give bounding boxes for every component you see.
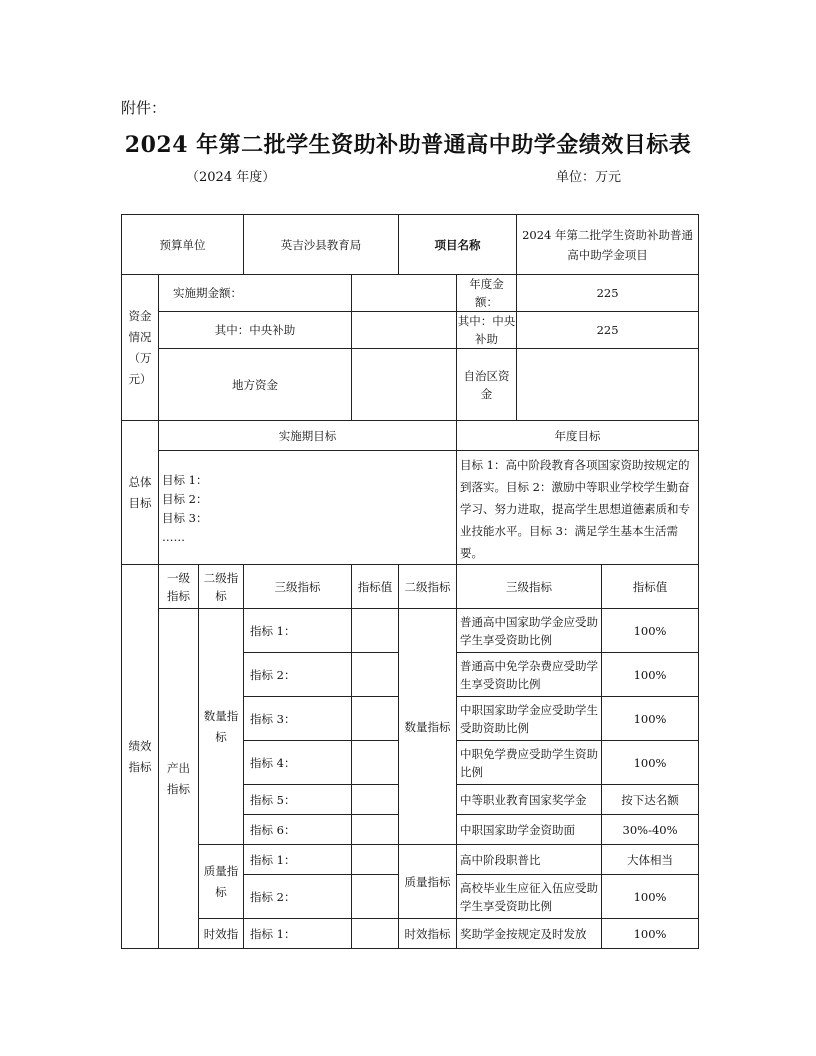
performance-target-table <box>121 214 699 949</box>
central-subsidy-label-left: 其中：中央补助 <box>159 312 352 349</box>
right-indicator-name: 中职国家助学金应受助学生受助资助比例 <box>457 697 602 741</box>
local-funds-label: 地方资金 <box>159 349 352 421</box>
left-indicator-value <box>352 653 399 697</box>
year-label: （2024 年度） <box>186 170 276 185</box>
right-indicator-name: 普通高中国家助学金应受助学生享受资助比例 <box>457 609 602 653</box>
level3-header: 三级指标 <box>244 565 352 609</box>
impl-goals-list <box>159 451 457 565</box>
impl-amount-value <box>352 275 457 312</box>
region-funds-label: 自治区资金 <box>457 349 517 421</box>
right-indicator-name: 中职免学费应受助学生资助比例 <box>457 741 602 785</box>
timeliness-indicator-label-right: 时效指标 <box>399 919 457 949</box>
level1-header: 一级指标 <box>159 565 199 609</box>
right-indicator-value: 100% <box>602 653 699 697</box>
right-indicator-name: 高中阶段职普比 <box>457 845 602 875</box>
budget-unit-value: 英吉沙县教育局 <box>244 215 399 275</box>
right-indicator-value: 100% <box>602 697 699 741</box>
level2-header: 二级指标 <box>199 565 244 609</box>
project-name-value: 2024 年第二批学生资助补助普通高中助学金项目 <box>517 215 699 275</box>
attachment-label: 附件： <box>121 99 167 117</box>
right-indicator-value: 100% <box>602 875 699 919</box>
year-goals-header: 年度目标 <box>457 421 699 451</box>
left-indicator-value <box>352 609 399 653</box>
left-indicator-value <box>352 815 399 845</box>
indicators-section-label: 绩效指标 <box>122 565 159 949</box>
right-indicator-name: 普通高中免学杂费应受助学生享受资助比例 <box>457 653 602 697</box>
right-indicator-value: 100% <box>602 919 699 949</box>
left-indicator-row: 指标 1： <box>244 845 352 875</box>
impl-amount-label: 实施期金额： <box>159 275 352 312</box>
left-indicator-row: 指标 1： <box>244 609 352 653</box>
right-indicator-value: 100% <box>602 741 699 785</box>
central-subsidy-value-left <box>352 312 457 349</box>
right-indicator-value: 30%-40% <box>602 815 699 845</box>
left-indicator-row: 指标 1： <box>244 919 352 949</box>
value-header: 指标值 <box>352 565 399 609</box>
level2-header-right: 二级指标 <box>399 565 457 609</box>
quality-indicator-label: 质量指标 <box>199 845 244 919</box>
left-indicator-value <box>352 697 399 741</box>
left-indicator-row: 指标 2： <box>244 875 352 919</box>
left-indicator-value <box>352 741 399 785</box>
left-indicator-value <box>352 875 399 919</box>
goals-section-label: 总体目标 <box>122 421 159 565</box>
quality-indicator-label-right: 质量指标 <box>399 845 457 919</box>
impl-goal-3: 目标 3： <box>162 511 208 525</box>
value-header-right: 指标值 <box>602 565 699 609</box>
right-indicator-value: 大体相当 <box>602 845 699 875</box>
output-indicator-label: 产出指标 <box>159 609 199 949</box>
funds-section-label: 资金情况（万元） <box>122 275 159 421</box>
year-amount-label: 年度金额： <box>457 275 517 312</box>
quantity-indicator-label: 数量指标 <box>199 609 244 845</box>
year-amount-value: 225 <box>517 275 699 312</box>
region-funds-value <box>517 349 699 421</box>
level3-header-right: 三级指标 <box>457 565 602 609</box>
year-goals-text: 目标 1：高中阶段教育各项国家资助按规定的到落实。目标 2：激励中等职业学校学生勤奋学习、努力进取，提高学生思想道德素质和专业技能水平。目标 3：满足学生基本生活需要。 <box>457 451 699 565</box>
left-indicator-value <box>352 845 399 875</box>
right-indicator-value: 按下达名额 <box>602 785 699 815</box>
page-title: 2024 年第二批学生资助补助普通高中助学金绩效目标表 <box>124 132 692 158</box>
budget-unit-label: 预算单位 <box>122 215 244 275</box>
left-indicator-value <box>352 919 399 949</box>
central-subsidy-label-right: 其中：中央补助 <box>457 312 517 349</box>
left-indicator-row: 指标 4： <box>244 741 352 785</box>
impl-goal-2: 目标 2： <box>162 492 208 506</box>
left-indicator-row: 指标 5： <box>244 785 352 815</box>
left-indicator-value <box>352 785 399 815</box>
unit-label: 单位：万元 <box>556 170 622 185</box>
timeliness-indicator-label: 时效指 <box>199 919 244 949</box>
right-indicator-name: 奖助学金按规定及时发放 <box>457 919 602 949</box>
right-indicator-name: 中等职业教育国家奖学金 <box>457 785 602 815</box>
left-indicator-row: 指标 3： <box>244 697 352 741</box>
left-indicator-row: 指标 6： <box>244 815 352 845</box>
right-indicator-name: 高校毕业生应征入伍应受助学生享受资助比例 <box>457 875 602 919</box>
impl-goal-more: …… <box>162 530 185 544</box>
local-funds-value <box>352 349 457 421</box>
quantity-indicator-label-right: 数量指标 <box>399 609 457 845</box>
project-name-label: 项目名称 <box>399 215 517 275</box>
impl-goal-1: 目标 1： <box>162 473 208 487</box>
right-indicator-name: 中职国家助学金资助面 <box>457 815 602 845</box>
right-indicator-value: 100% <box>602 609 699 653</box>
left-indicator-row: 指标 2： <box>244 653 352 697</box>
impl-goals-header: 实施期目标 <box>159 421 457 451</box>
central-subsidy-value-right: 225 <box>517 312 699 349</box>
